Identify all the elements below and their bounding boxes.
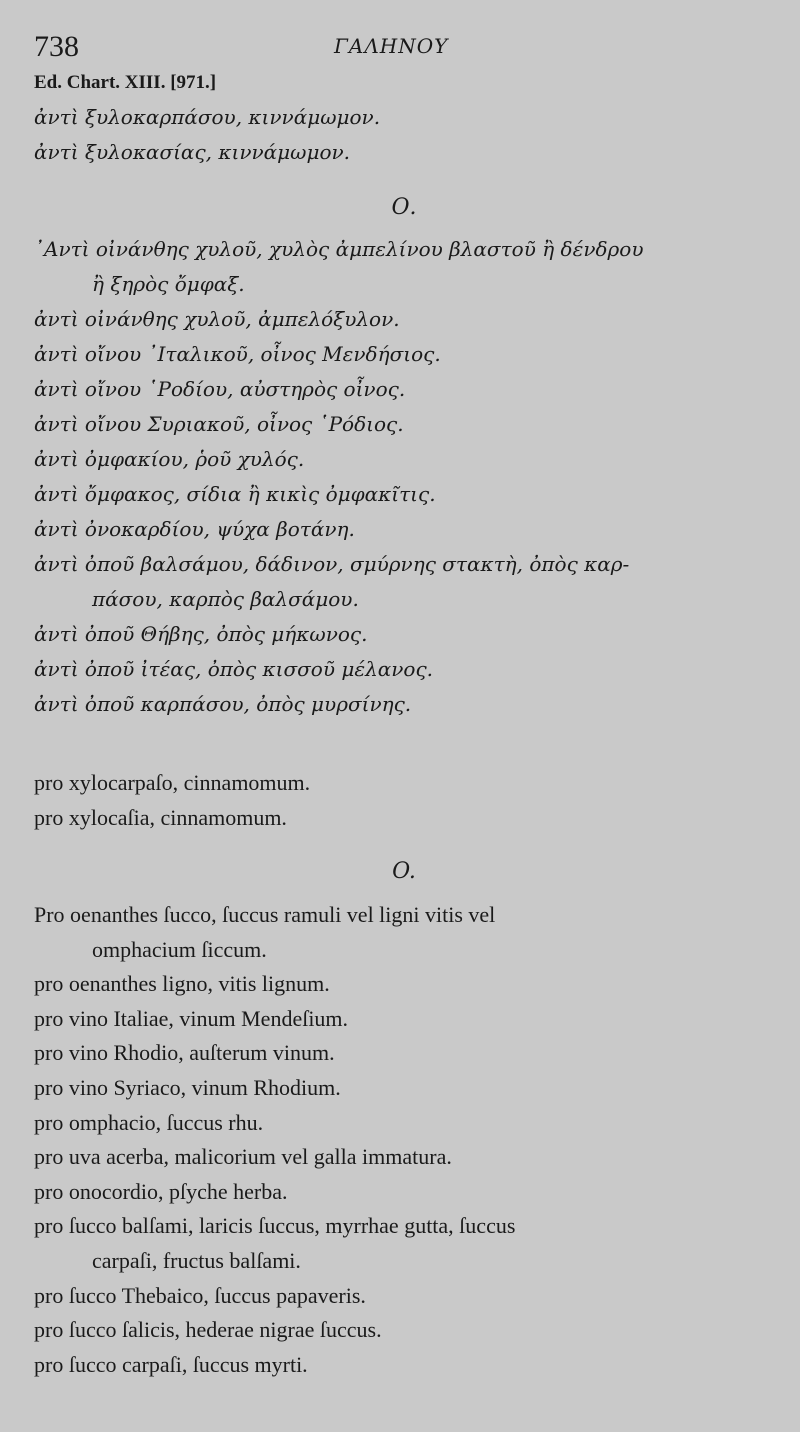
latin-entry: pro onocordio, pſyche herba. — [34, 1178, 288, 1204]
latin-entry: pro oenanthes ligno, vitis lignum. — [34, 971, 330, 997]
greek-entry-continuation: πάσου, καρπὸς βαλσάμου. — [92, 587, 359, 611]
greek-entry: ἀντὶ ὀποῦ βαλσάμου, δάδινον, σμύρνης στακτὴ, ὀπὸς καρ- — [34, 552, 630, 576]
greek-entry: ἀντὶ οἴνου ῾Ροδίου, αὐστηρὸς οἶνος. — [34, 377, 406, 401]
latin-entry: pro ſucco balſami, laricis ſuccus, myrrhae gutta, ſuccus — [34, 1213, 516, 1239]
latin-entry: pro uva acerba, malicorium vel galla immatura. — [34, 1144, 452, 1170]
section-letter: O. — [392, 859, 416, 884]
greek-entry-continuation: ἢ ξηρὸς ὄμφαξ. — [92, 272, 245, 296]
greek-entry: ἀντὶ ὀποῦ ἰτέας, ὀπὸς κισσοῦ μέλανος. — [34, 657, 434, 681]
page-number: 738 — [34, 30, 79, 63]
greek-entry: ᾿Αντὶ οἰνάνθης χυλοῦ, χυλὸς ἀμπελίνου βλαστοῦ ἢ δένδρου — [34, 237, 644, 261]
greek-entry: ἀντὶ οἴνου ᾿Ιταλικοῦ, οἶνος Μενδήσιος. — [34, 342, 441, 366]
latin-entry: pro ſucco Thebaico, ſuccus papaveris. — [34, 1282, 366, 1308]
greek-entry: ἀντὶ ὀποῦ Θήβης, ὀπὸς μήκωνος. — [34, 622, 368, 646]
greek-entry: ἀντὶ οἴνου Συριακοῦ, οἶνος ῾Ρόδιος. — [34, 412, 404, 436]
latin-entry: pro ſucco ſalicis, hederae nigrae ſuccus. — [34, 1317, 382, 1343]
greek-entries — [34, 232, 774, 722]
latin-entry: pro vino Syriaco, vinum Rhodium. — [34, 1074, 341, 1100]
latin-entry: pro vino Italiae, vinum Mendeſium. — [34, 1005, 349, 1031]
greek-entry: ἀντὶ ξυλοκαρπάσου, κιννάμωμον. — [34, 105, 381, 129]
greek-entry: ἀντὶ οἰνάνθης χυλοῦ, ἀμπελόξυλον. — [34, 307, 400, 331]
latin-entry: pro omphacio, ſuccus rhu. — [34, 1109, 264, 1135]
greek-entry: ἀντὶ ὀμφακίου, ῥοῦ χυλός. — [34, 447, 305, 471]
greek-entry: ἀντὶ ὄμφακος, σίδια ἢ κικὶς ὀμφακῖτις. — [34, 482, 436, 506]
running-title: ΓΑΛΗΝΟΥ — [334, 34, 449, 58]
page-header — [34, 30, 760, 70]
greek-entry: ἀντὶ ὀποῦ καρπάσου, ὀπὸς μυρσίνης. — [34, 692, 412, 716]
latin-entry: pro vino Rhodio, auſterum vinum. — [34, 1040, 335, 1066]
latin-entry-continuation: carpaſi, fructus balſami. — [92, 1247, 301, 1273]
latin-entry-continuation: omphacium ſiccum. — [92, 936, 267, 962]
greek-section-heading — [34, 188, 774, 228]
latin-section-heading — [34, 852, 774, 892]
latin-entry: pro xylocarpaſo, cinnamomum. — [34, 770, 311, 795]
edition-reference: Ed. Chart. XIII. [971.] — [34, 72, 217, 93]
greek-entry: ἀντὶ ξυλοκασίας, κιννάμωμον. — [34, 140, 350, 164]
greek-entry: ἀντὶ ὀνοκαρδίου, ψύχα βοτάνη. — [34, 517, 355, 541]
greek-top-entries — [34, 100, 774, 170]
latin-entry: Pro oenanthes ſucco, ſuccus ramuli vel ligni vitis vel — [34, 902, 496, 927]
section-letter: Ο. — [391, 195, 417, 220]
latin-entries — [34, 898, 774, 1382]
latin-entry: pro xylocaſia, cinnamomum. — [34, 804, 287, 830]
latin-entry: pro ſucco carpaſi, ſuccus myrti. — [34, 1351, 308, 1377]
latin-top-entries — [34, 766, 774, 835]
